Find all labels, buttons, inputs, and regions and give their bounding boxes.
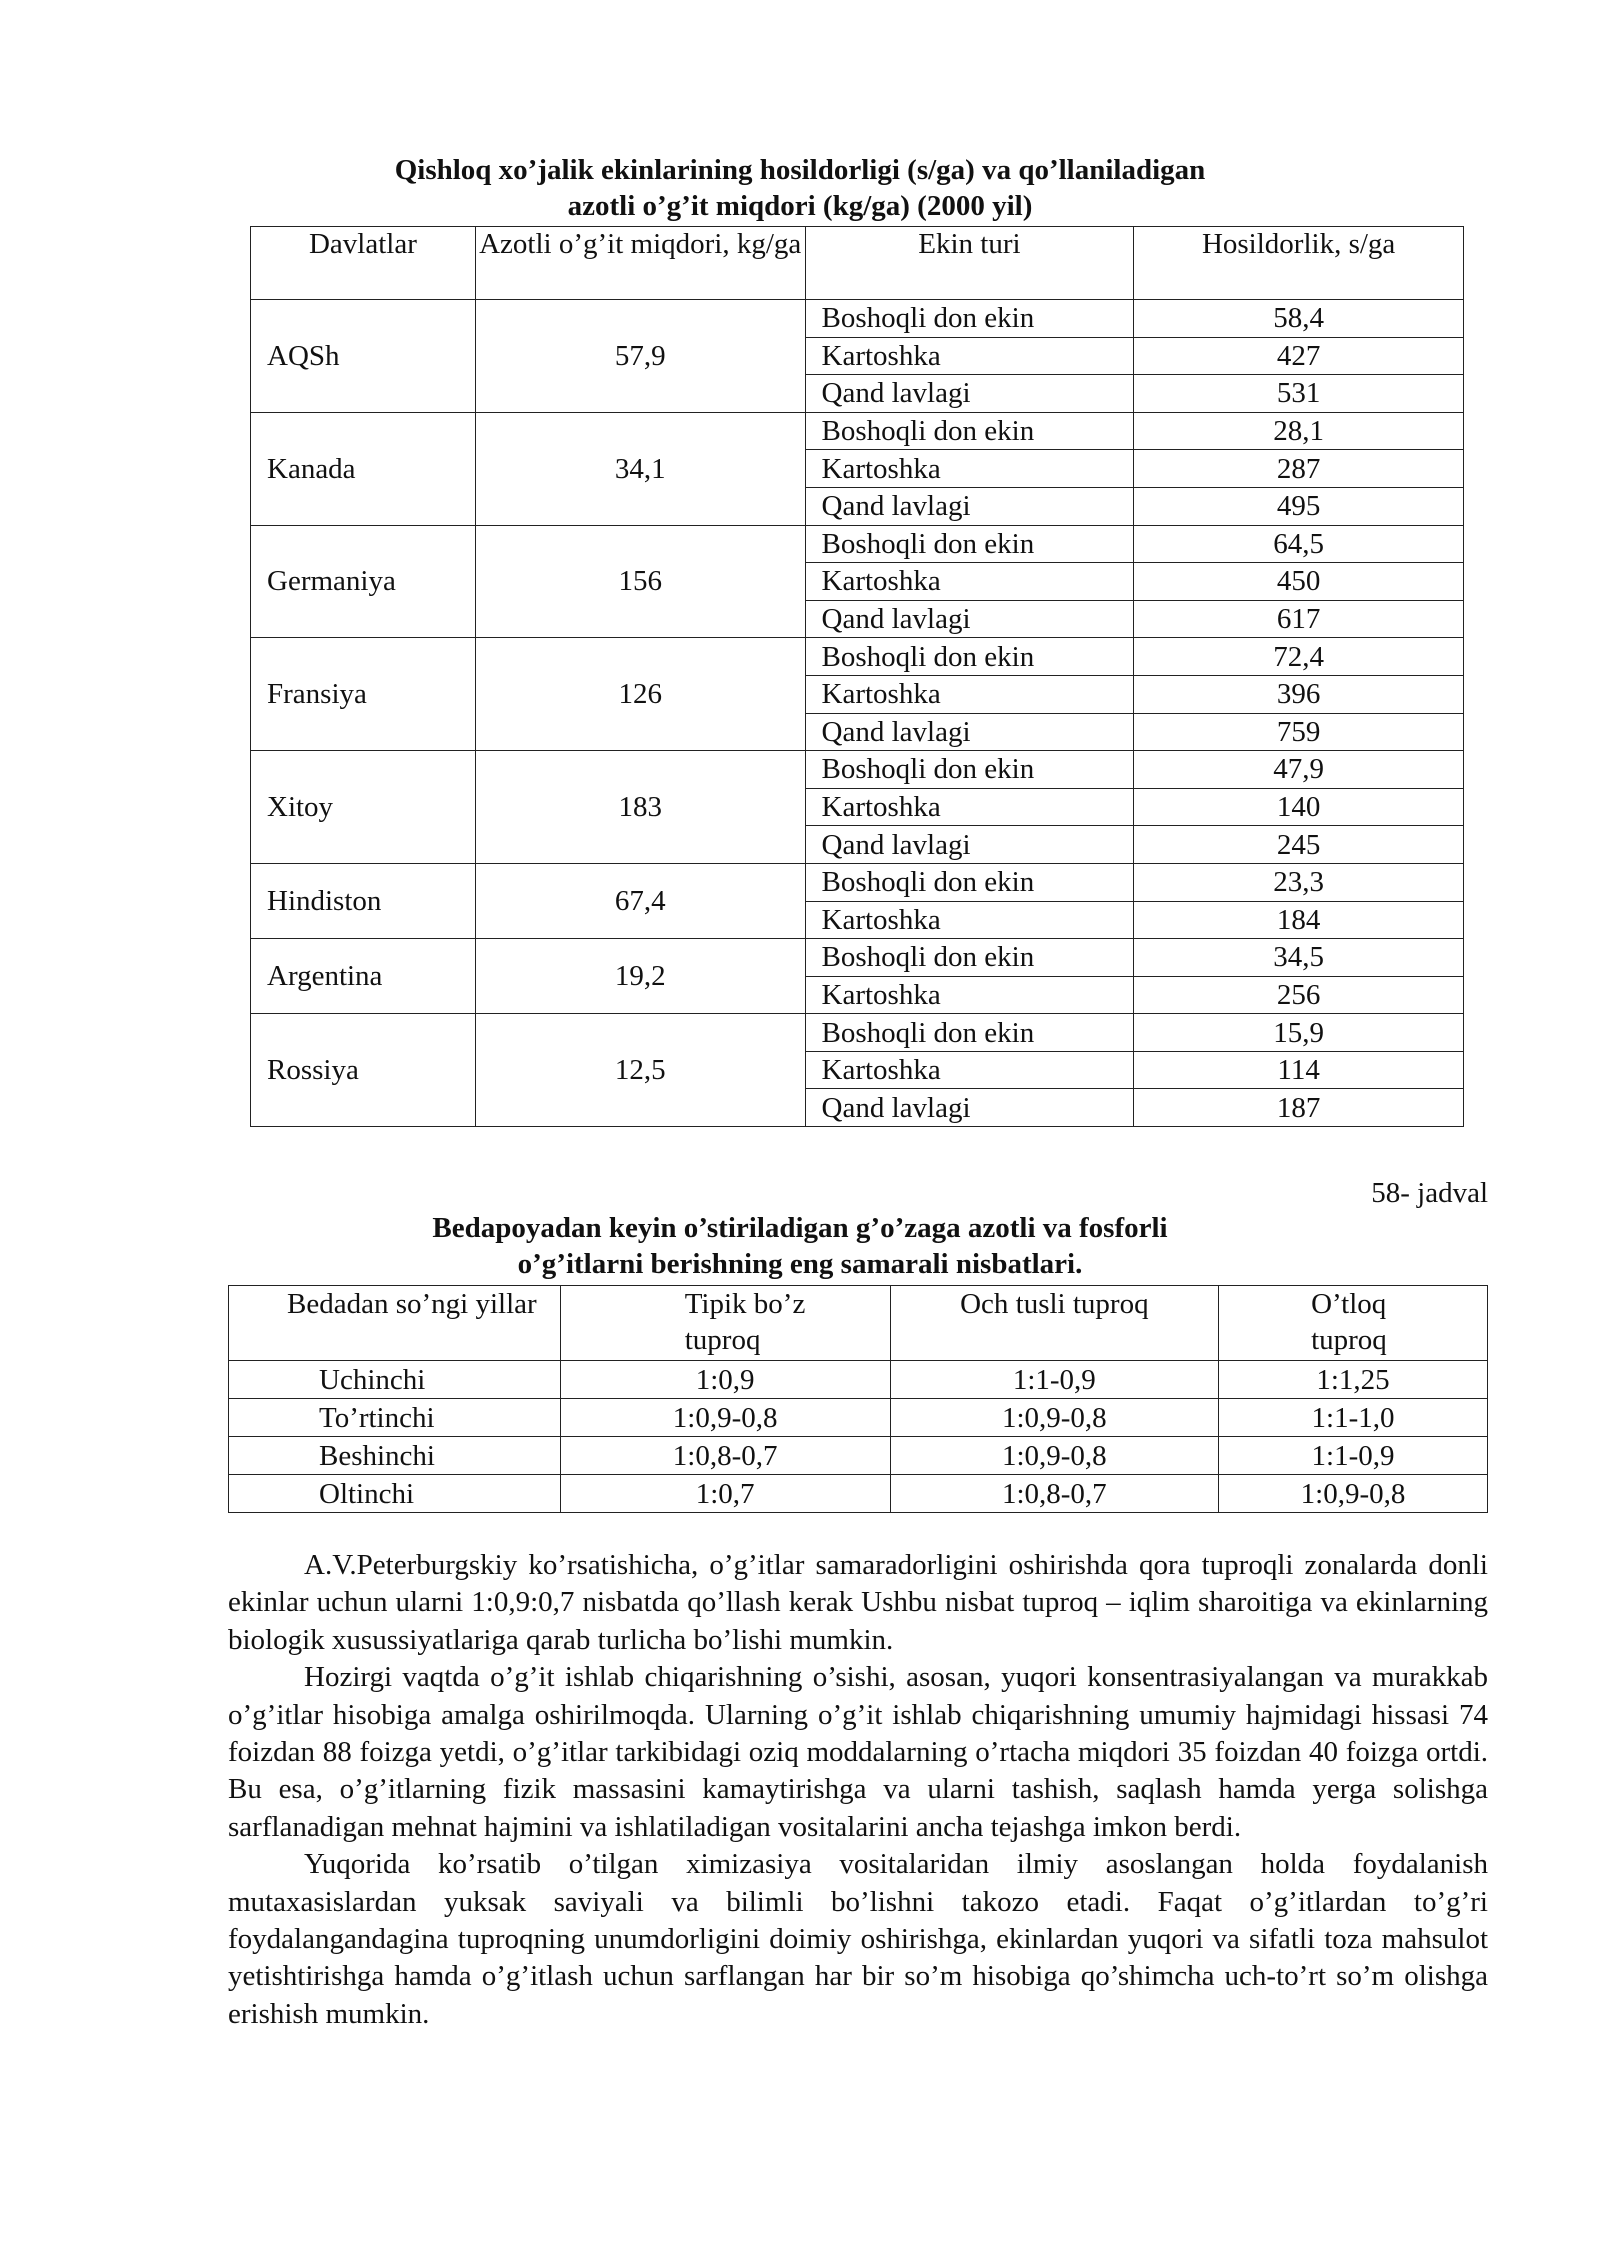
country-cell: Argentina — [251, 939, 476, 1014]
yield-nitrogen-table — [250, 226, 1464, 1127]
yield-cell: 34,5 — [1134, 939, 1464, 977]
yield-cell: 450 — [1134, 563, 1464, 601]
typical-soil-cell: 1:0,9 — [560, 1361, 890, 1399]
yield-cell: 72,4 — [1134, 638, 1464, 676]
table-row — [229, 1475, 1488, 1513]
paragraph: A.V.Peterburgskiy ko’rsatishicha, o’g’itlar samaradorligini oshirishda qora tuproqli zonalarda donli ekinlar uchun ularni 1:0,9:0,7 nisbatda qo’llash kerak Ushbu nisbat tuproq – iqlim sharoitiga va ekinlarning biologik xusussiyatlariga qarab turlicha bo’lishi mumkin. — [228, 1549, 1488, 1656]
crop-cell: Qand lavlagi — [805, 713, 1134, 751]
yield-cell: 184 — [1134, 901, 1464, 939]
paragraph: Hozirgi vaqtda o’g’it ishlab chiqarishning o’sishi, asosan, yuqori konsentrasiyalangan va murakkab o’g’itlar hisobiga amalga oshirilmoqda. Ularning o’g’it ishlab chiqarishning umumiy hajmidagi hissasi 74 foizdan 88 foizga yetdi, o’g’itlar tarkibidagi oziq moddalarning o’rtacha miqdori 35 foizdan 40 foizga ortdi. Bu esa, o’g’itlarning fizik massasini kamaytirishga va ularni tashish, saqlash hamda yerga solishga sarflanadigan mehnat hajmini va ishlatiladigan vositalarini ancha tejashga imkon berdi. — [228, 1661, 1488, 1843]
yield-cell: 140 — [1134, 788, 1464, 826]
header-typical-soil: Tipik bo’z tuproq — [560, 1286, 890, 1361]
crop-cell: Boshoqli don ekin — [805, 863, 1134, 901]
header-meadow-soil: O’tloq tuproq — [1219, 1286, 1488, 1361]
table-row — [251, 1014, 1464, 1052]
yield-cell: 58,4 — [1134, 300, 1464, 338]
country-cell: Xitoy — [251, 751, 476, 864]
crop-cell: Qand lavlagi — [805, 375, 1134, 413]
table-row — [251, 412, 1464, 450]
crop-cell: Boshoqli don ekin — [805, 1014, 1134, 1052]
header-yield: Hosildorlik, s/ga — [1134, 227, 1464, 300]
crop-cell: Kartoshka — [805, 901, 1134, 939]
crop-cell: Kartoshka — [805, 1051, 1134, 1089]
paragraph: Yuqorida ko’rsatib o’tilgan ximizasiya vositalaridan ilmiy asoslangan holda foydalanish mutaxasislardan yuksak saviyali va bilimli bo’lishni takozo etadi. Faqat o’g’itlardan to’g’ri foydalangandagina tuproqning unumdorligini doimiy oshirishga, ekinlardan yuqori va sifatli toza mahsulot yetishtirishga hamda o’g’itlash uchun sarflangan har bir so’m hisobiga qo’shimcha uch-to’rt so’m olishga erishish mumkin. — [228, 1848, 1488, 2030]
header-dark-soil: Och tusli tuproq — [890, 1286, 1218, 1361]
table-row — [229, 1361, 1488, 1399]
country-cell: Rossiya — [251, 1014, 476, 1127]
crop-cell: Qand lavlagi — [805, 826, 1134, 864]
table-row — [251, 863, 1464, 901]
dark-soil-cell: 1:1-0,9 — [890, 1361, 1218, 1399]
year-cell: Uchinchi — [229, 1361, 561, 1399]
yield-cell: 256 — [1134, 976, 1464, 1014]
crop-cell: Boshoqli don ekin — [805, 300, 1134, 338]
table-row — [251, 751, 1464, 789]
nitrogen-cell: 126 — [475, 638, 805, 751]
yield-cell: 64,5 — [1134, 525, 1464, 563]
yield-cell: 245 — [1134, 826, 1464, 864]
yield-cell: 396 — [1134, 675, 1464, 713]
table1-title — [250, 152, 1350, 224]
nitrogen-cell: 183 — [475, 751, 805, 864]
nitrogen-cell: 19,2 — [475, 939, 805, 1014]
meadow-soil-cell: 1:1-0,9 — [1219, 1437, 1488, 1475]
meadow-soil-cell: 1:0,9-0,8 — [1219, 1475, 1488, 1513]
yield-cell: 495 — [1134, 487, 1464, 525]
nitrogen-cell: 12,5 — [475, 1014, 805, 1127]
table2-header-row — [229, 1286, 1488, 1361]
crop-cell: Kartoshka — [805, 976, 1134, 1014]
typical-soil-cell: 1:0,9-0,8 — [560, 1399, 890, 1437]
year-cell: To’rtinchi — [229, 1399, 561, 1437]
crop-cell: Boshoqli don ekin — [805, 412, 1134, 450]
country-cell: Germaniya — [251, 525, 476, 638]
body-text — [228, 1547, 1488, 2033]
table-row — [251, 300, 1464, 338]
year-cell: Beshinchi — [229, 1437, 561, 1475]
table1-header-row — [251, 227, 1464, 300]
crop-cell: Boshoqli don ekin — [805, 525, 1134, 563]
yield-cell: 759 — [1134, 713, 1464, 751]
table-row — [229, 1399, 1488, 1437]
nitrogen-cell: 57,9 — [475, 300, 805, 413]
table-row — [251, 939, 1464, 977]
header-crop: Ekin turi — [805, 227, 1134, 300]
nitrogen-cell: 156 — [475, 525, 805, 638]
table-row — [251, 638, 1464, 676]
table2-title-line1: Bedapoyadan keyin o’stiriladigan g’o’zaga azotli va fosforli — [432, 1212, 1168, 1244]
yield-cell: 427 — [1134, 337, 1464, 375]
yield-cell: 47,9 — [1134, 751, 1464, 789]
yield-cell: 287 — [1134, 450, 1464, 488]
table-row — [229, 1437, 1488, 1475]
crop-cell: Qand lavlagi — [805, 1089, 1134, 1127]
table-row — [251, 525, 1464, 563]
crop-cell: Qand lavlagi — [805, 600, 1134, 638]
year-cell: Oltinchi — [229, 1475, 561, 1513]
meadow-soil-cell: 1:1,25 — [1219, 1361, 1488, 1399]
typical-soil-cell: 1:0,7 — [560, 1475, 890, 1513]
country-cell: Hindiston — [251, 863, 476, 938]
country-cell: Fransiya — [251, 638, 476, 751]
header-nitrogen: Azotli o’g’it miqdori, kg/ga — [475, 227, 805, 300]
header-country: Davlatlar — [251, 227, 476, 300]
country-cell: AQSh — [251, 300, 476, 413]
header-years: Bedadan so’ngi yillar — [229, 1286, 561, 1361]
nitrogen-cell: 67,4 — [475, 863, 805, 938]
yield-cell: 28,1 — [1134, 412, 1464, 450]
table2-title — [250, 1210, 1350, 1282]
crop-cell: Boshoqli don ekin — [805, 638, 1134, 676]
table1-title-line1: Qishloq xo’jalik ekinlarining hosildorligi (s/ga) va qo’llaniladigan — [394, 154, 1206, 186]
yield-cell: 617 — [1134, 600, 1464, 638]
crop-cell: Qand lavlagi — [805, 487, 1134, 525]
yield-cell: 23,3 — [1134, 863, 1464, 901]
crop-cell: Kartoshka — [805, 675, 1134, 713]
crop-cell: Kartoshka — [805, 337, 1134, 375]
crop-cell: Boshoqli don ekin — [805, 751, 1134, 789]
country-cell: Kanada — [251, 412, 476, 525]
crop-cell: Kartoshka — [805, 450, 1134, 488]
fertilizer-ratio-table — [228, 1285, 1488, 1513]
nitrogen-cell: 34,1 — [475, 412, 805, 525]
table2-caption: 58- jadval — [1371, 1177, 1488, 1209]
crop-cell: Kartoshka — [805, 788, 1134, 826]
dark-soil-cell: 1:0,9-0,8 — [890, 1399, 1218, 1437]
yield-cell: 15,9 — [1134, 1014, 1464, 1052]
dark-soil-cell: 1:0,9-0,8 — [890, 1437, 1218, 1475]
table1-title-line2: azotli o’g’it miqdori (kg/ga) (2000 yil) — [567, 190, 1033, 222]
meadow-soil-cell: 1:1-1,0 — [1219, 1399, 1488, 1437]
table2-title-line2: o’g’itlarni berishning eng samarali nisbatlari. — [517, 1248, 1083, 1280]
dark-soil-cell: 1:0,8-0,7 — [890, 1475, 1218, 1513]
yield-cell: 114 — [1134, 1051, 1464, 1089]
crop-cell: Boshoqli don ekin — [805, 939, 1134, 977]
typical-soil-cell: 1:0,8-0,7 — [560, 1437, 890, 1475]
yield-cell: 531 — [1134, 375, 1464, 413]
yield-cell: 187 — [1134, 1089, 1464, 1127]
crop-cell: Kartoshka — [805, 563, 1134, 601]
